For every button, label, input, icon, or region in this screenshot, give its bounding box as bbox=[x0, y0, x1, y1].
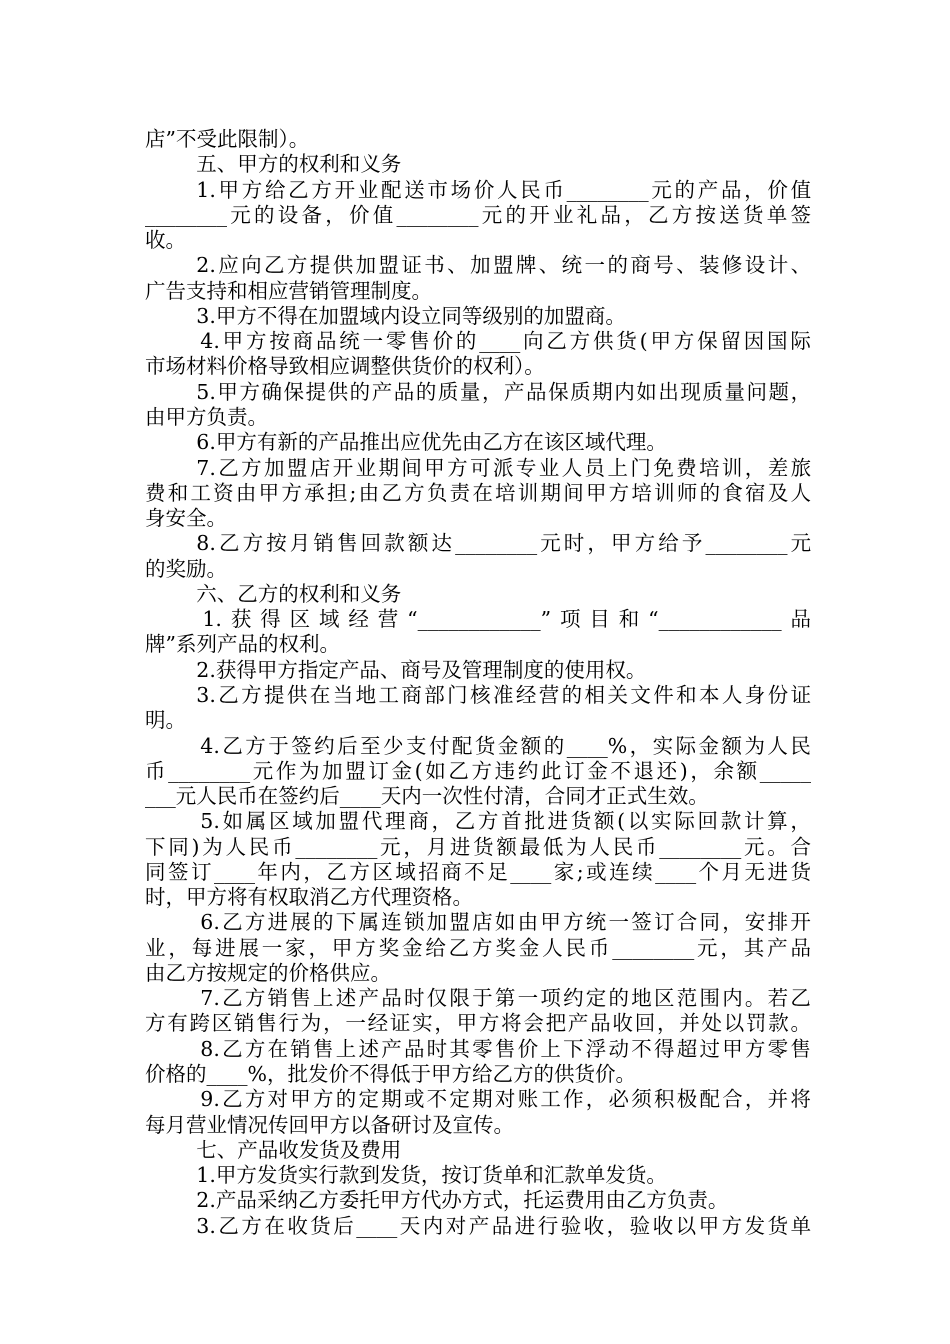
text-line: 7.乙方加盟店开业期间甲方可派专业人员上门免费培训，差旅 bbox=[196, 455, 812, 480]
text-line: 店”不受此限制）。 bbox=[145, 127, 310, 151]
text-line: 3.甲方不得在加盟域内设立同等级别的加盟商。 bbox=[196, 303, 626, 328]
text-line: ___元人民币在签约后____天内一次性付清，合同才正式生效。 bbox=[145, 784, 709, 808]
text-line: 的奖励。 bbox=[145, 556, 227, 581]
text-line: 2.产品采纳乙方委托甲方代办方式，托运费用由乙方负责。 bbox=[196, 1188, 729, 1213]
text-line: 8.乙方按月销售回款额达________元时，甲方给予________元 bbox=[196, 531, 812, 556]
text-line: 费和工资由甲方承担;由乙方负责在培训期间甲方培训师的食宿及人 bbox=[145, 480, 811, 505]
text-line: 4.甲方按商品统一零售价的____向乙方供货(甲方保留因国际 bbox=[200, 329, 811, 354]
text-line: 市场材料价格导致相应调整供货价的权利）。 bbox=[145, 354, 545, 379]
text-line: 六、乙方的权利和义务 bbox=[196, 581, 402, 606]
text-line: 9.乙方对甲方的定期或不定期对账工作，必须积极配合，并将 bbox=[200, 1087, 811, 1112]
text-line: 同签订____年内，乙方区域招商不足____家;或连续____个月无进货 bbox=[145, 859, 811, 884]
text-line: 3.乙方在收货后____天内对产品进行验收，验收以甲方发货单 bbox=[196, 1213, 812, 1238]
text-line: 广告支持和相应营销管理制度。 bbox=[145, 278, 432, 303]
text-line: 收。 bbox=[145, 228, 186, 253]
text-line: 1.获得区域经营“____________”项目和“____________品 bbox=[202, 607, 811, 632]
text-line: 1.甲方给乙方开业配送市场价人民币________元的产品，价值 bbox=[196, 177, 812, 202]
text-line: 方有跨区销售行为，一经证实，甲方将会把产品收回，并处以罚款。 bbox=[145, 1011, 811, 1036]
text-line: 7.乙方销售上述产品时仅限于第一项约定的地区范围内。若乙 bbox=[200, 986, 811, 1011]
text-line: 明。 bbox=[145, 708, 186, 733]
text-line: 2.获得甲方指定产品、商号及管理制度的使用权。 bbox=[196, 657, 647, 682]
text-line: 4.乙方于签约后至少支付配货金额的____%，实际金额为人民 bbox=[200, 733, 811, 758]
text-line: 由甲方负责。 bbox=[145, 405, 268, 429]
text-line: 牌”系列产品的权利。 bbox=[145, 632, 340, 657]
text-line: 时，甲方将有权取消乙方代理资格。 bbox=[145, 885, 473, 910]
text-line: ________元的设备，价值________元的开业礼品，乙方按送货单签 bbox=[145, 202, 811, 227]
text-line: 由乙方按规定的价格供应。 bbox=[145, 960, 391, 985]
text-line: 七、产品收发货及费用 bbox=[196, 1137, 402, 1162]
text-line: 5.甲方确保提供的产品的质量，产品保质期内如出现质量问题， bbox=[196, 379, 812, 404]
text-line: 1.甲方发货实行款到发货，按订货单和汇款单发货。 bbox=[196, 1163, 667, 1188]
text-line: 6.甲方有新的产品推出应优先由乙方在该区域代理。 bbox=[196, 430, 667, 455]
text-line: 币________元作为加盟订金(如乙方违约此订金不退还)，余额_____ bbox=[145, 758, 811, 783]
text-line: 业，每进展一家，甲方奖金给乙方奖金人民币________元，其产品 bbox=[145, 935, 811, 960]
text-line: 5.如属区域加盟代理商，乙方首批进货额(以实际回款计算， bbox=[200, 809, 811, 834]
text-line: 2.应向乙方提供加盟证书、加盟牌、统一的商号、装修设计、 bbox=[196, 253, 812, 278]
text-line: 价格的____%，批发价不得低于甲方给乙方的供货价。 bbox=[145, 1062, 636, 1086]
text-line: 6.乙方进展的下属连锁加盟店如由甲方统一签订合同，安排开 bbox=[200, 910, 811, 935]
text-line: 五、甲方的权利和义务 bbox=[196, 152, 402, 177]
text-line: 身安全。 bbox=[145, 506, 227, 531]
text-line: 下同)为人民币________元，月进货额最低为人民币________元。合 bbox=[145, 834, 811, 859]
text-line: 每月营业情况传回甲方以备研讨及宣传。 bbox=[145, 1112, 514, 1137]
text-line: 3.乙方提供在当地工商部门核准经营的相关文件和本人身份证 bbox=[196, 682, 812, 707]
text-line: 8.乙方在销售上述产品时其零售价上下浮动不得超过甲方零售 bbox=[200, 1036, 811, 1061]
